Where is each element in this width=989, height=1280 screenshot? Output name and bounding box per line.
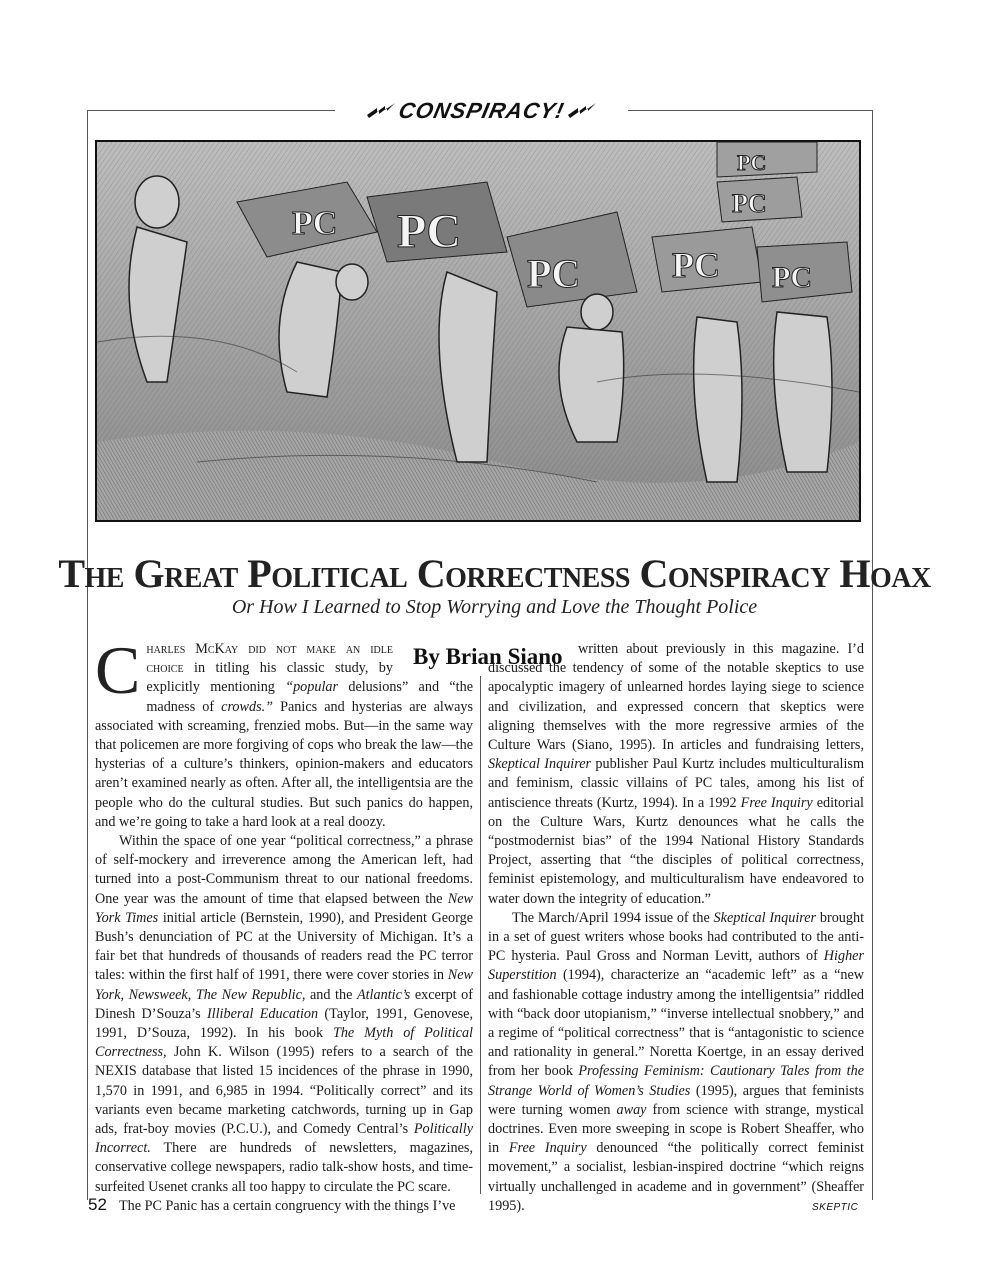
stone-label: PC (672, 245, 720, 285)
paragraph (95, 832, 473, 1197)
article-title: The Great Political Correctness Conspiracy Hoax (58, 551, 931, 596)
text-run: Higher Superstition (488, 948, 864, 984)
text-run: There are hundreds of newsletters, magazines, conservative college newspapers, radio talk-show hosts, and time-surfeited Usenet cranks all too happy to circulate the PC scare. (95, 1140, 473, 1195)
article-column-right (488, 640, 864, 1216)
lightning-bolt-icon (568, 103, 596, 119)
frame-right-rule (872, 110, 873, 1200)
paragraph (488, 640, 864, 909)
text-run: brought in a set of guest writers whose books had contributed to the anti-PC hysteria. Paul Gross and Norman Levitt, authors of (488, 909, 865, 965)
hero-illustration (95, 140, 861, 522)
text-run: Illiberal Education (206, 1005, 319, 1022)
text-run: from science with strange, mystical doctrines. Even more sweeping in scope is Robert Sheaffer, who in (488, 1101, 864, 1157)
text-run: away (616, 1101, 647, 1118)
text-run: Atlantic’s (356, 986, 411, 1003)
text-run: excerpt of Dinesh D’Souza’s (95, 986, 473, 1022)
text-run: New York, Newsweek, The New Republic, (95, 967, 473, 1003)
text-run: New York Times (95, 890, 473, 926)
text-run: Free Inquiry (740, 794, 813, 811)
text-run: Skeptical Inquirer (713, 909, 817, 926)
engraving-image (97, 142, 859, 520)
text-run: (Taylor, 1991, Genovese, 1991, D’Souza, 1992). In his book (95, 1005, 473, 1042)
text-run: (1994), characterize an “academic left” as a “new and fashionable cottage industry among the intelligentsia” riddled with “back door utopianism,” “inverse intellectual snobbery,” and a regime of “political correctness” that is “antagonistic to science and rationality in general.” Noretta Koertge, in an essay derived from her book (488, 967, 864, 1080)
text-run: The PC Panic has a certain congruency with the things I’ve (119, 1197, 456, 1214)
stone-label: PC (292, 205, 338, 242)
text-run: (1995), argues that feminists were turning women (488, 1082, 865, 1118)
paragraph (95, 1197, 473, 1216)
text-run: “popular (285, 679, 339, 696)
article-column-left (95, 632, 473, 1216)
text-run: Free Inquiry (508, 1140, 587, 1157)
text-run: Professing Feminism: Cautionary Tales from the Strange World of Women’s Studies (488, 1063, 864, 1099)
stone-label: PC (737, 150, 767, 175)
text-run: publisher Paul Kurtz includes multiculturalism and feminism, classic villains of PC tales, among his list of antiscience threats (Kurtz, 1994). In a 1992 (488, 756, 864, 811)
text-run: crowds.” (221, 698, 274, 715)
text-run: delusions” and “the madness of (146, 679, 473, 715)
text-run: and the (305, 986, 357, 1003)
stone-label: PC (772, 261, 812, 294)
frame-top-right-rule (628, 110, 873, 111)
lead-in: harles McKay did not make an idle choice (146, 641, 393, 677)
text-run: Panics and hysterias are always associated with screaming, frenzied mobs. But—in the same way that policemen are more forgiving of cops who break the law—the hysterias of a culture’s thinkers, opinion-makers and educators aren’t examined nearly as often. After all, the intelligentsia are the people who do the cultural studies. But such panics do happen, and we’re going to take a hard look at a real doozy. (95, 698, 473, 830)
lightning-bolt-icon (367, 103, 395, 119)
text-run: denounced “the politically correct feminist movement,” a socialist, lesbian-inspired doctrine “which reigns virtually unchallenged in academe and in government” (Sheaffer 1995). (488, 1140, 864, 1214)
text-run: The March/April 1994 issue of the (512, 909, 714, 926)
page-number: 52 (88, 1195, 107, 1214)
text-run: initial article (Bernstein, 1990), and President George Bush’s denunciation of PC at the University of Michigan. It’s a fair bet that hundreds of thousands of readers read the PC terror tales: within the first half of 1991, there were cover stories in (95, 909, 473, 984)
frame-left-rule (87, 110, 88, 1200)
text-run: editorial on the Culture Wars, Kurtz denounces what he calls the “postmodernist bias” of the 1994 National History Standards Project, asserting that “the disciples of political correctness, feminist epistemology, and multiculturalism have endeavored to water down the integrity of education.” (488, 794, 864, 907)
text-run: The Myth of Political Correctness, (95, 1025, 473, 1061)
publication-name: SKEPTIC (812, 1202, 859, 1213)
article-subtitle: Or How I Learned to Stop Worrying and Love the Thought Police (231, 596, 758, 618)
drop-cap: C (95, 632, 141, 708)
section-kicker (335, 96, 628, 126)
frame-top-left-rule (87, 110, 335, 111)
text-run: Politically Incorrect. (95, 1121, 473, 1157)
stone-label: PC (732, 189, 767, 218)
stone-label: PC (527, 251, 581, 296)
column-divider (480, 676, 481, 1194)
byline: By Brian Siano (413, 644, 563, 669)
text-run: Skeptical Inquirer (488, 756, 592, 773)
text-run: written about previously in this magazine. I’d discussed the tendency of some of the notable skeptics to use apocalyptic imagery of unlearned hordes laying siege to science and civilization, and expressed concern that skeptics were aligning themselves with the more regressive armies of the Culture Wars (Siano, 1995). In articles and fundraising letters, (488, 641, 864, 754)
text-run: in titling his classic study, by explicitly mentioning (146, 660, 393, 696)
text-run: Within the space of one year “political correctness,” a phrase of self-mockery and irreverence among the American left, had turned into a post-Communism threat to our national freedoms. One year was the amount of time that elapsed between the (95, 833, 473, 907)
kicker-text: CONSPIRACY! (396, 98, 567, 123)
stone-label: PC (397, 205, 461, 258)
text-run: John K. Wilson (1995) refers to a search of the NEXIS database that listed 15 incidences of the phrase in 1990, 1,570 in 1991, and 6,985 in 1994. “Politically correct” and its variants even became marketing catchwords, turning up in Gap ads, frat-boy movies (P.C.U.), and Comedy Central’s (95, 1044, 473, 1138)
paragraph (488, 909, 864, 1216)
